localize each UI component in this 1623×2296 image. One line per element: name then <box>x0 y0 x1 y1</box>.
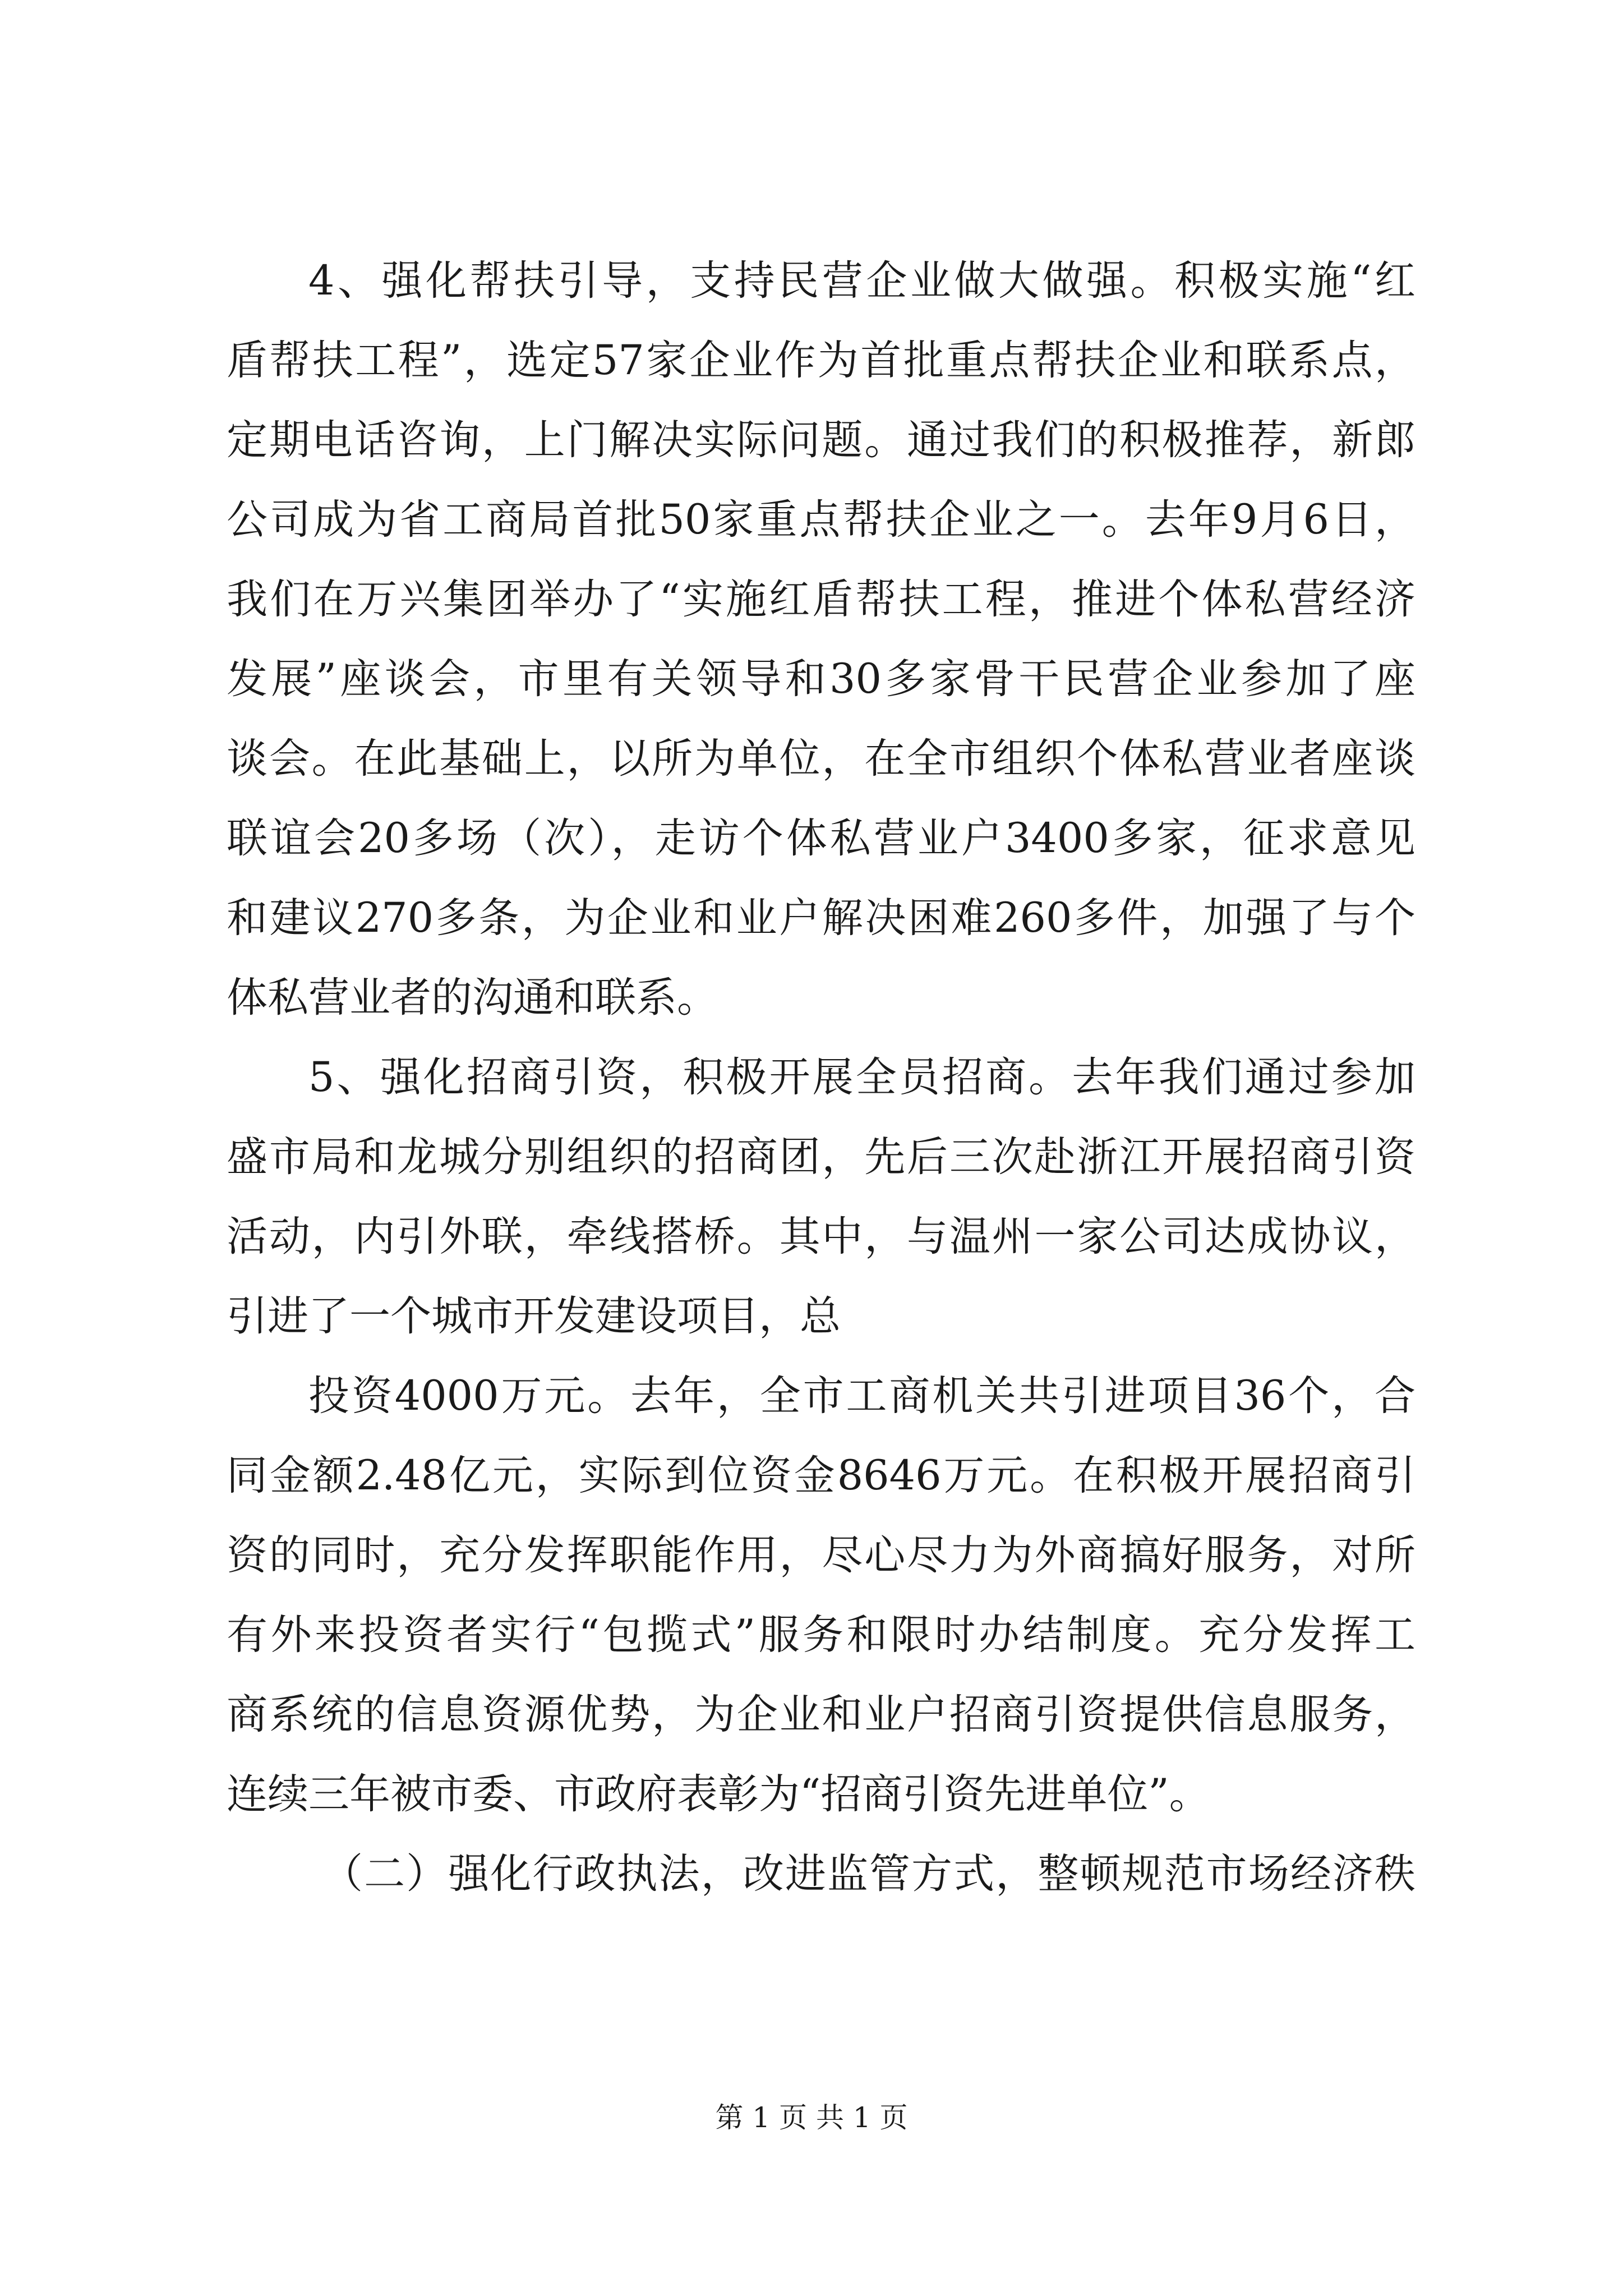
paragraph-4 <box>227 241 1415 1038</box>
text-line: 谈会。在此基础上，以所为单位，在全市组织个体私营业者座谈 <box>227 735 1415 783</box>
page-footer <box>0 2101 1623 2134</box>
document-body <box>227 241 1415 1914</box>
section-heading: （二）强化行政执法，改进监管方式，整顿规范市场经济秩 <box>322 1850 1415 1898</box>
text-line: 连续三年被市委、市政府表彰为“招商引资先进单位”。 <box>227 1770 1210 1818</box>
text-line: 体私营业者的沟通和联系。 <box>227 974 718 1022</box>
text-line: 盛市局和龙城分别组织的招商团，先后三次赴浙江开展招商引资 <box>227 1133 1415 1181</box>
text-line: 我们在万兴集团举办了“实施红盾帮扶工程，推进个体私营经济 <box>227 576 1415 623</box>
text-line: 5、强化招商引资，积极开展全员招商。去年我们通过参加 <box>308 1053 1415 1101</box>
text-line: 联谊会20多场（次），走访个体私营业户3400多家，征求意见 <box>227 815 1415 862</box>
paragraph-investment <box>227 1356 1415 1834</box>
text-line: 商系统的信息资源优势，为企业和业户招商引资提供信息服务， <box>227 1691 1415 1738</box>
paragraph-5 <box>227 1038 1415 1356</box>
text-line: 投资4000万元。去年，全市工商机关共引进项目36个，合 <box>308 1372 1415 1420</box>
text-line: 有外来投资者实行“包揽式”服务和限时办结制度。充分发挥工 <box>227 1611 1415 1659</box>
text-line: 4、强化帮扶引导，支持民营企业做大做强。积极实施“红 <box>308 257 1415 305</box>
text-line: 定期电话咨询，上门解决实际问题。通过我们的积极推荐，新郎 <box>227 416 1415 464</box>
text-line: 发展”座谈会，市里有关领导和30多家骨干民营企业参加了座 <box>227 655 1415 703</box>
text-line: 资的同时，充分发挥职能作用，尽心尽力为外商搞好服务，对所 <box>227 1531 1415 1579</box>
text-line: 和建议270多条，为企业和业户解决困难260多件，加强了与个 <box>227 894 1415 942</box>
text-line: 活动，内引外联，牵线搭桥。其中，与温州一家公司达成协议， <box>227 1213 1415 1260</box>
text-line: 引进了一个城市开发建设项目，总 <box>227 1292 841 1340</box>
section-heading-2 <box>227 1834 1415 1914</box>
text-line: 公司成为省工商局首批50家重点帮扶企业之一。去年9月6日， <box>227 496 1415 544</box>
text-line: 盾帮扶工程”，选定57家企业作为首批重点帮扶企业和联系点， <box>227 337 1415 384</box>
text-line: 同金额2.48亿元，实际到位资金8646万元。在积极开展招商引 <box>227 1452 1415 1499</box>
page-number: 第 1 页 共 1 页 <box>715 2101 908 2134</box>
